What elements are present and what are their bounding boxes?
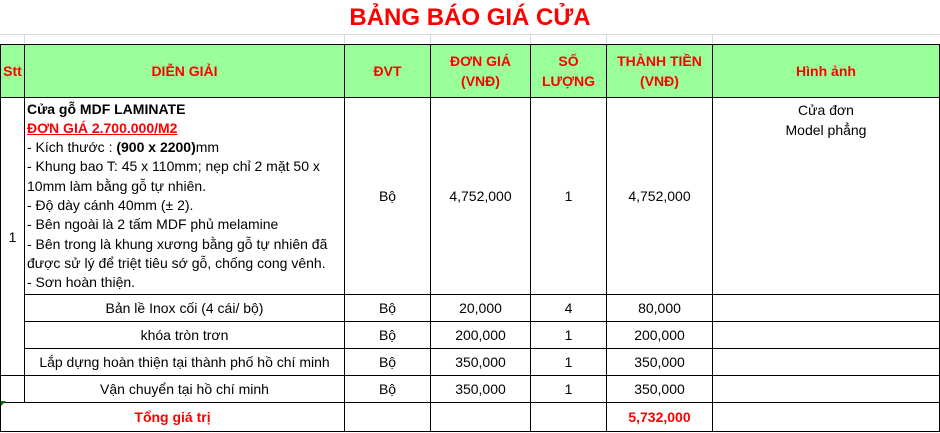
grand-total-empty — [431, 403, 531, 432]
grid-col-line — [24, 34, 25, 44]
shipping-unit: Bộ — [345, 376, 431, 403]
grand-total-value: 5,732,000 — [607, 403, 713, 432]
grid-row-line — [0, 34, 940, 35]
spec-line: - Khung bao T: 45 x 110mm; nẹp chỉ 2 mặt 50 x — [27, 158, 320, 175]
shipping-total: 350,000 — [607, 376, 713, 403]
main-item-unit-price: 4,752,000 — [431, 98, 531, 295]
page-title: BẢNG BÁO GIÁ CỬA — [349, 4, 591, 31]
table-row — [1, 349, 940, 376]
grand-total-empty — [531, 403, 607, 432]
main-item-description — [25, 98, 345, 295]
grand-total-empty — [345, 403, 431, 432]
size-prefix: - Kích thước : — [27, 139, 117, 156]
shipping-unit-price: 350,000 — [431, 376, 531, 403]
table-row — [1, 322, 940, 349]
item-unit-price: 20,000 — [431, 295, 531, 322]
image-caption-line2: Model phẳng — [785, 122, 867, 138]
item-total: 350,000 — [607, 349, 713, 376]
header-image: Hình ảnh — [713, 45, 940, 98]
spec-line: - Độ dày cánh 40mm (± 2). — [27, 197, 194, 213]
grand-total-empty — [713, 403, 940, 432]
item-image — [713, 322, 940, 349]
total-row — [1, 403, 940, 432]
item-quantity: 1 — [531, 322, 607, 349]
shipping-description: Vận chuyển tại hồ chí minh — [25, 376, 345, 403]
header-quantity-line1: SỐ — [558, 53, 579, 69]
header-total-line1: THÀNH TIỀN — [617, 53, 702, 69]
header-description: DIỄN GIẢI — [25, 45, 345, 98]
grid-col-line — [712, 34, 713, 44]
header-unit-price-line2: (VNĐ) — [461, 73, 500, 89]
shipping-image — [713, 376, 940, 403]
cell-error-marker — [1, 401, 6, 406]
grid-col-line — [430, 34, 431, 44]
shipping-quantity: 1 — [531, 376, 607, 403]
header-row — [1, 45, 940, 98]
main-item-unit: Bộ — [345, 98, 431, 295]
header-unit: ĐVT — [345, 45, 431, 98]
spec-line: - Sơn hoàn thiện. — [27, 274, 136, 291]
header-unit-price — [431, 45, 531, 98]
main-item-quantity: 1 — [531, 98, 607, 295]
product-price-label: ĐƠN GIÁ 2.700.000/M2 — [27, 119, 178, 136]
item-image — [713, 349, 940, 376]
spec-line: - Bên trong là khung xương bằng gỗ tự nhiên đã — [27, 235, 328, 252]
size-suffix: mm — [195, 139, 220, 156]
item-unit: Bộ — [345, 349, 431, 376]
item-total: 80,000 — [607, 295, 713, 322]
item-quantity: 1 — [531, 349, 607, 376]
spec-line: - Bên ngoài là 2 tấm MDF phủ melamine — [27, 216, 279, 233]
header-quantity — [531, 45, 607, 98]
item-unit: Bộ — [345, 295, 431, 322]
table-row — [1, 295, 940, 322]
image-caption-line1: Cửa đơn — [798, 102, 854, 118]
grid-col-line — [344, 34, 345, 44]
grid-col-line — [606, 34, 607, 44]
spec-line: được sử lý để triệt tiêu sớ gỗ, chống cong vênh. — [27, 254, 326, 271]
item-quantity: 4 — [531, 295, 607, 322]
item-image — [713, 295, 940, 322]
row-stt: 1 — [1, 98, 25, 376]
product-image-cell — [713, 98, 940, 295]
item-unit-price: 350,000 — [431, 349, 531, 376]
grid-col-line — [530, 34, 531, 44]
spec-line: 10mm làm bằng gỗ tự nhiên. — [27, 177, 207, 194]
item-unit-price: 200,000 — [431, 322, 531, 349]
item-description: khóa tròn trơn — [25, 322, 345, 349]
header-total-line2: (VNĐ) — [640, 73, 679, 89]
table-row — [1, 376, 940, 403]
size-value: (900 x 2200) — [116, 139, 196, 156]
header-quantity-line2: LƯỢNG — [541, 73, 596, 89]
shipping-stt — [1, 376, 25, 403]
table-row — [1, 98, 940, 295]
product-name: Cửa gỗ MDF LAMINATE — [27, 100, 186, 117]
item-description: Bản lề Inox cối (4 cái/ bộ) — [25, 295, 345, 322]
product-size — [27, 138, 342, 157]
header-stt: Stt — [1, 45, 25, 98]
header-total — [607, 45, 713, 98]
quote-table — [0, 44, 940, 432]
item-description: Lắp dựng hoàn thiện tại thành phố hồ chí minh — [25, 349, 345, 376]
grand-total-label: Tổng giá trị — [1, 403, 345, 432]
item-total: 200,000 — [607, 322, 713, 349]
item-unit: Bộ — [345, 322, 431, 349]
header-unit-price-line1: ĐƠN GIÁ — [450, 53, 511, 69]
main-item-total: 4,752,000 — [607, 98, 713, 295]
